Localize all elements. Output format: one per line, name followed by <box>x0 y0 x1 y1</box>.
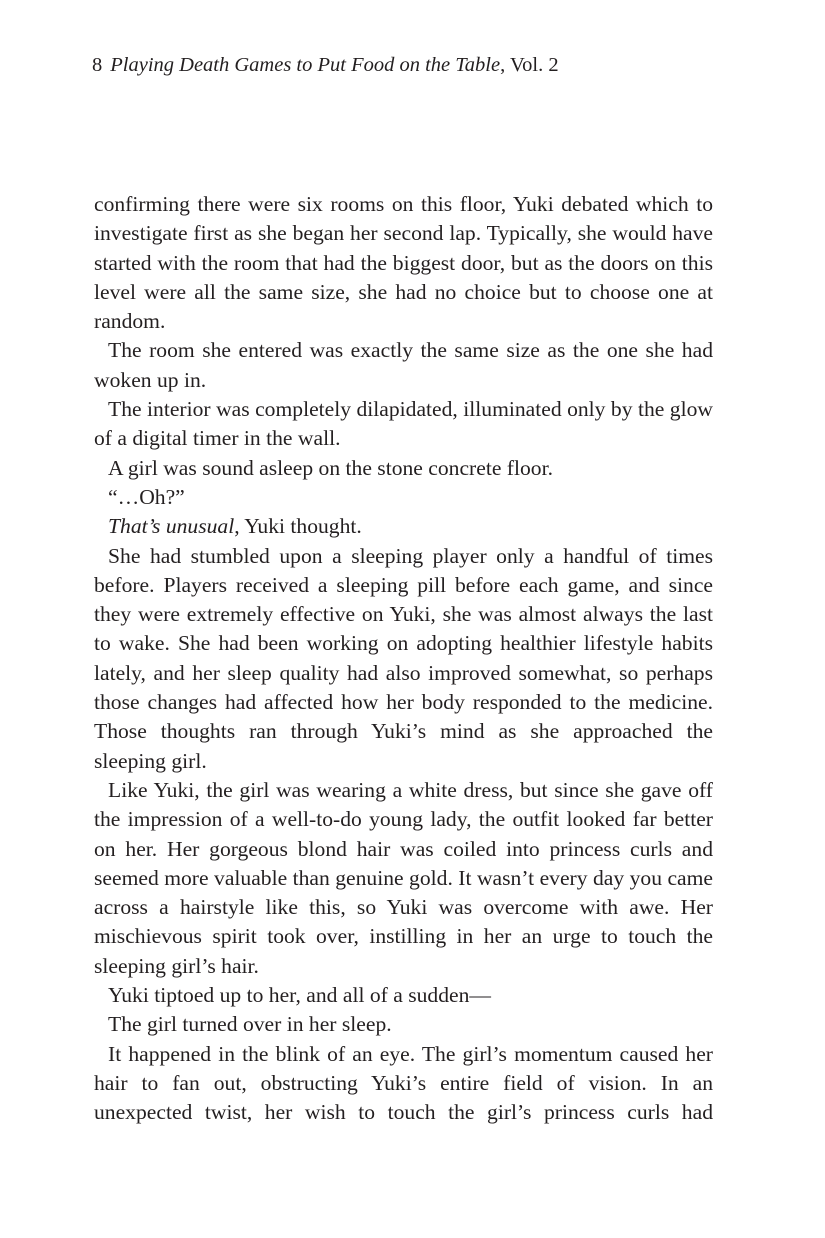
paragraph: It happened in the blink of an eye. The girl’s momentum caused her hair to fan out, obstructing Yuki’s entire field of vision. In an unexpected twist, her wish to touch the girl’s princess curls had <box>94 1041 713 1125</box>
italic-thought: That’s unusual <box>108 514 235 539</box>
paragraph: The interior was completely dilapidated, illuminated only by the glow of a digital timer in the wall. <box>94 397 713 451</box>
paragraph: Yuki tiptoed up to her, and all of a sudden— <box>108 983 491 1008</box>
paragraph: The room she entered was exactly the same size as the one she had woken up in. <box>94 338 713 392</box>
book-title: Playing Death Games to Put Food on the Table <box>110 54 501 76</box>
paragraph-rest: , Yuki thought. <box>234 514 362 539</box>
paragraph <box>94 512 713 541</box>
page-number: 8 <box>92 54 103 76</box>
volume-label: , Vol. 2 <box>500 54 559 76</box>
paragraph: “…Oh?” <box>108 484 185 509</box>
paragraph: A girl was sound asleep on the stone concrete floor. <box>108 455 553 480</box>
paragraph: She had stumbled upon a sleeping player only a handful of times before. Players received a sleeping pill before each game, and since they were extremely effective on Yuki, she was almost always the last to wake. She had been working on adopting healthier lifestyle habits lately, and her sleep quality had also improved somewhat, so perhaps those changes had affected how her body responded to the medicine. Those thoughts ran through Yuki’s mind as she approached the sleeping girl. <box>94 543 713 773</box>
paragraph: The girl turned over in her sleep. <box>108 1012 392 1037</box>
body-text <box>94 190 713 1128</box>
running-head <box>92 50 559 80</box>
paragraph: Like Yuki, the girl was wearing a white dress, but since she gave off the impression of a well-to-do young lady, the outfit looked far better on her. Her gorgeous blond hair was coiled into princess curls and seemed more valuable than genuine gold. It wasn’t every day you came across a hairstyle like this, so Yuki was overcome with awe. Her mischievous spirit took over, instilling in her an urge to touch the sleeping girl’s hair. <box>94 777 713 978</box>
paragraph: confirming there were six rooms on this floor, Yuki debated which to investigate first as she began her second lap. Typically, she would have started with the room that had the biggest door, but as the doors on this level were all the same size, she had no choice but to choose one at random. <box>94 192 713 334</box>
